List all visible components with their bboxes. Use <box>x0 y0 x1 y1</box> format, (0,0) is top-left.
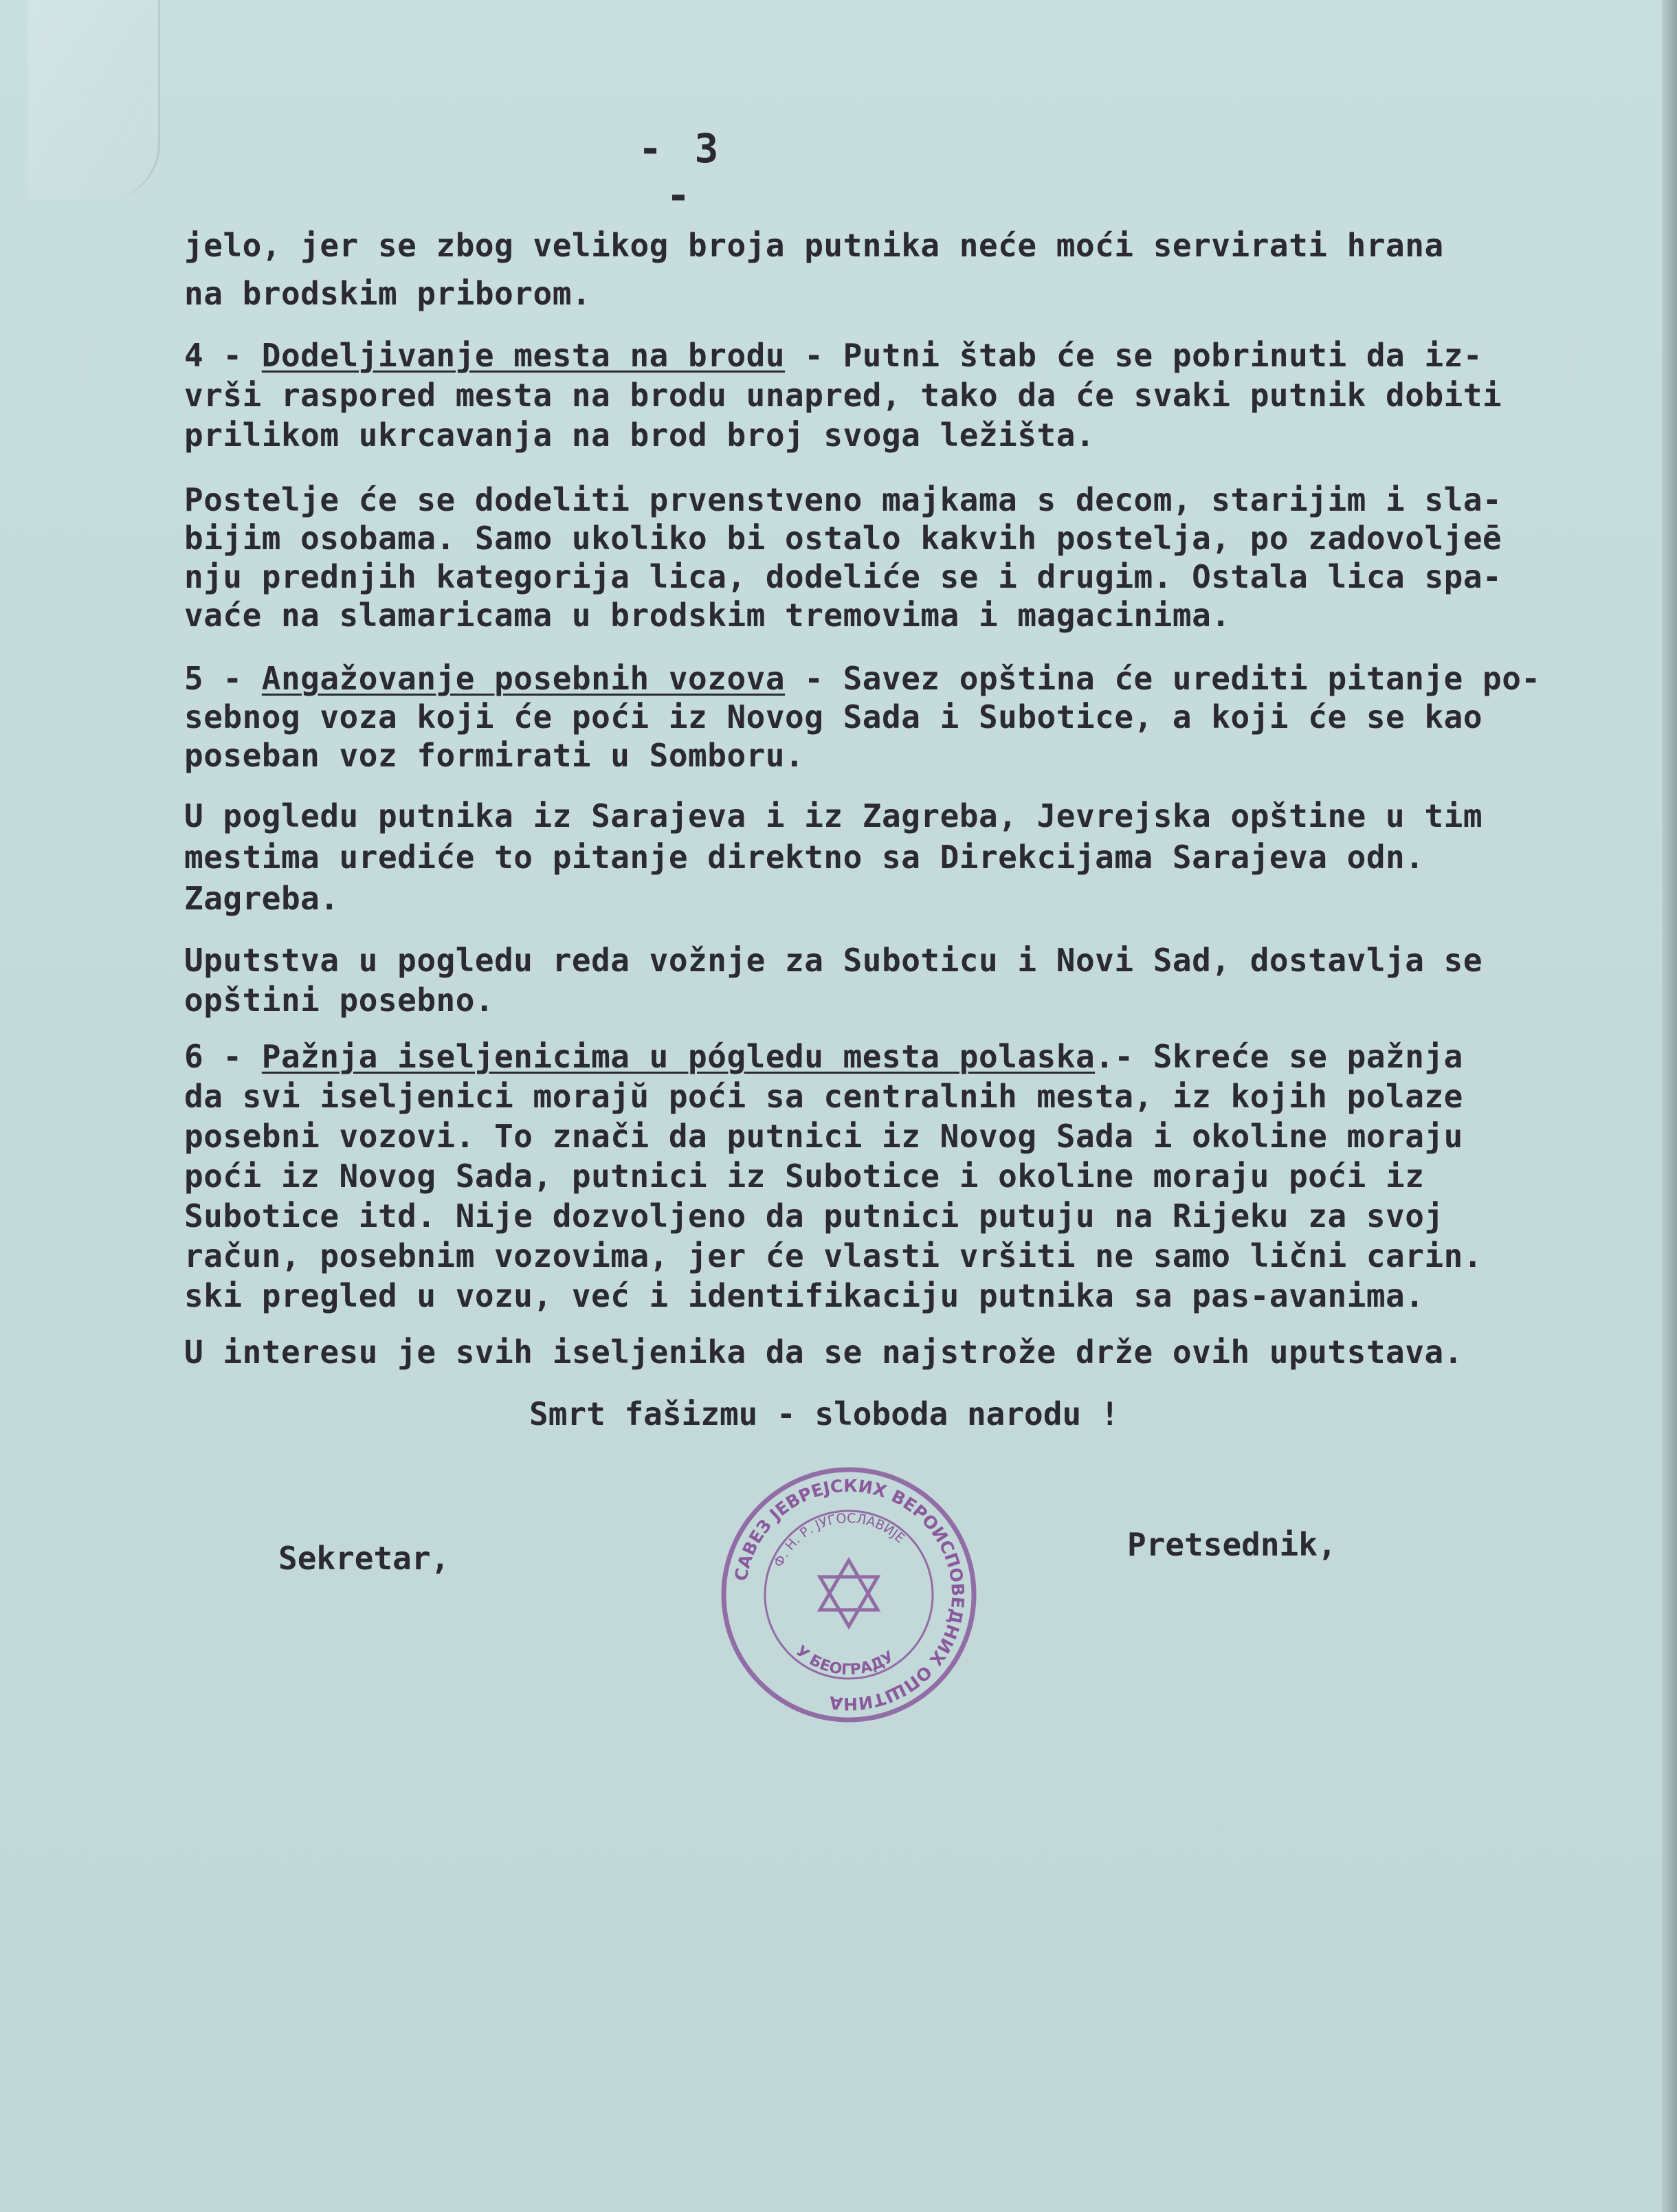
text-line: posebni vozovi. To znači da putnici iz Novog Sada i okoline moraju <box>184 1118 1463 1155</box>
stamp-inner-text: Ф. Н. Р. ЈУГОСЛАВИЈЕ <box>770 1510 908 1570</box>
text-line: Uputstva u pogledu reda vožnje za Suboticu i Novi Sad, dostavlja se <box>184 942 1483 979</box>
text-line: na brodskim priborom. <box>184 275 592 312</box>
section-heading: Pažnja iseljenicima u pógledu mesta polaska <box>261 1038 1096 1075</box>
section-number: 4 - <box>184 337 262 374</box>
text-line: vaće na slamaricama u brodskim tremovima i magacinima. <box>184 597 1231 634</box>
text-line: Zagreba. <box>184 880 340 917</box>
page-edge <box>1662 0 1677 2212</box>
stamp-bottom-text: У БЕОГРАДУ <box>792 1642 898 1679</box>
text-fragment: .- Skreće se pažnja <box>1095 1038 1463 1075</box>
text-fragment: - Putni štab će se pobrinuti da iz- <box>785 337 1483 374</box>
page-number: - 3 - <box>638 125 723 219</box>
section-heading: Dodeljivanje mesta na brodu <box>261 337 786 374</box>
text-line: nju prednjih kategorija lica, dodeliće se i drugim. Ostala lica spa- <box>184 558 1502 595</box>
stamp-outer-text: САВЕЗ ЈЕВРЕЈСКИХ ВЕРОИСПОВЕДНИХ ОПШТИНА <box>731 1475 968 1714</box>
folded-corner <box>27 0 160 199</box>
text-line: jelo, jer se zbog velikog broja putnika neće moći servirati hrana <box>184 227 1444 264</box>
signature-president: Pretsednik, <box>1127 1526 1337 1563</box>
text-line: Postelje će se dodeliti prvenstveno majkama s decom, starijim i sla- <box>184 481 1502 518</box>
section-5-first-line <box>184 660 1541 697</box>
text-line: prilikom ukrcavanja na brod broj svoga ležišta. <box>184 417 1096 454</box>
text-line: U interesu je svih iseljenika da se najstrože drže ovih uputstava. <box>184 1334 1463 1371</box>
signature-secretary: Sekretar, <box>278 1540 450 1577</box>
text-line: poći iz Novog Sada, putnici iz Subotice i okoline moraju poći iz <box>184 1158 1425 1195</box>
section-4-first-line <box>184 337 1482 374</box>
text-fragment: - Savez opština će urediti pitanje po- <box>785 660 1541 697</box>
star-of-david-icon <box>820 1560 878 1626</box>
slogan: Smrt fašizmu - sloboda narodu ! <box>529 1395 1120 1433</box>
organization-stamp <box>718 1464 979 1725</box>
section-number: 5 - <box>184 660 262 697</box>
section-6-first-line <box>184 1038 1463 1075</box>
text-line: sebnog voza koji će poći iz Novog Sada i Subotice, a koji će se kao <box>184 698 1483 736</box>
text-line: ski pregled u vozu, već i identifikaciju putnika sa pas-avanima. <box>184 1277 1425 1314</box>
text-line: da svi iseljenici morajŭ poći sa centralnih mesta, iz kojih polaze <box>184 1078 1463 1115</box>
text-line: U pogledu putnika iz Sarajeva i iz Zagreba, Jevrejska opštine u tim <box>184 797 1483 834</box>
text-line: bijim osobama. Samo ukoliko bi ostalo kakvih postelja, po zadovoljeē <box>184 520 1502 557</box>
section-heading: Angažovanje posebnih vozova <box>261 660 786 697</box>
section-number: 6 - <box>184 1038 262 1075</box>
text-line: poseban voz formirati u Somboru. <box>184 737 805 774</box>
text-line: vrši raspored mesta na brodu unapred, tako da će svaki putnik dobiti <box>184 377 1502 414</box>
text-line: Subotice itd. Nije dozvoljeno da putnici putuju na Rijeku za svoj <box>184 1197 1444 1235</box>
text-line: račun, posebnim vozovima, jer će vlasti vršiti ne samo lični carin. <box>184 1237 1483 1274</box>
text-line: opštini posebno. <box>184 982 495 1019</box>
text-line: mestima urediće to pitanje direktno sa Direkcijama Sarajeva odn. <box>184 839 1425 876</box>
